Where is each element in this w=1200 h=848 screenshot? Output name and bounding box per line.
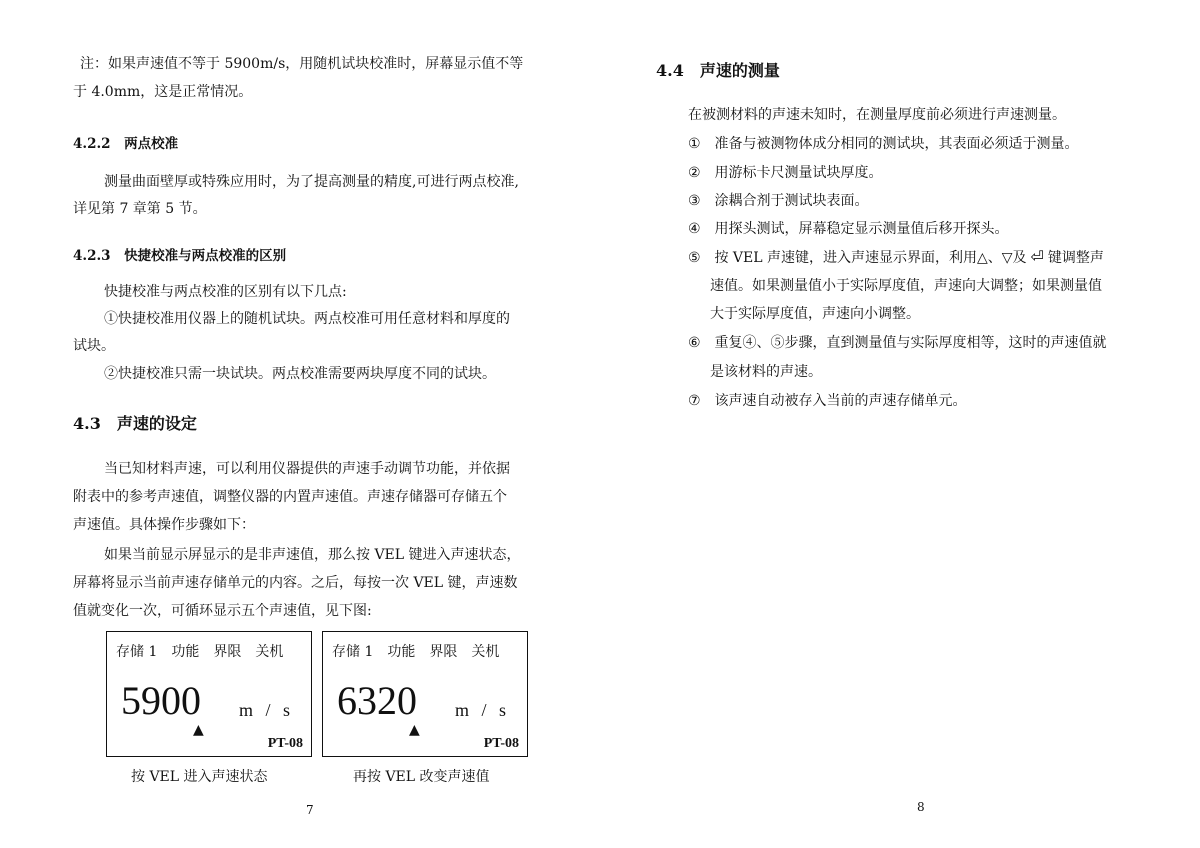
lcd-unit: m / s: [239, 700, 295, 720]
lcd-velocity-value: 6320: [337, 678, 417, 723]
section-4-2-2-para-1: 测量曲面壁厚或特殊应用时，为了提高测量的精度,可进行两点校准,: [104, 174, 519, 190]
section-4-4-intro: 在被测材料的声速未知时，在测量厚度前必须进行声速测量。: [688, 107, 1066, 123]
section-4-4-title: 4.4 声速的测量: [656, 61, 780, 80]
step-5-line-2: 速值。如果测量值小于实际厚度值，声速向大调整；如果测量值: [710, 278, 1102, 294]
section-4-3-para-1c: 声速值。具体操作步骤如下：: [73, 517, 255, 533]
lcd-menu: 存储 1 功能 界限 关机: [332, 644, 500, 660]
step-text: 键调整声: [1047, 250, 1104, 266]
step-number: ⑤: [688, 250, 701, 266]
step-6: [688, 333, 1106, 353]
step-2: [688, 163, 882, 183]
section-4-3-para-1b: 附表中的参考声速值，调整仪器的内置声速值。声速存储器可存储五个: [73, 489, 507, 505]
section-4-2-3-title: 4.2.3 快捷校准与两点校准的区别: [73, 248, 287, 264]
lcd-caption-1: 按 VEL 进入声速状态: [131, 769, 268, 785]
step-5: [688, 247, 1104, 268]
section-4-3-title: 4.3 声速的设定: [73, 414, 197, 433]
enter-key-icon: ⏎: [1030, 247, 1044, 266]
note-line-2: 于 4.0mm，这是正常情况。: [73, 84, 253, 100]
page-number: 7: [306, 803, 314, 817]
step-number: ③: [688, 193, 701, 209]
section-4-2-2-title: 4.2.2 两点校准: [73, 136, 179, 152]
step-text: 该声速自动被存入当前的声速存储单元。: [714, 393, 967, 409]
section-4-3-para-2c: 值就变化一次，可循环显示五个声速值，见下图:: [73, 603, 372, 619]
lcd-screen-1: [106, 631, 312, 757]
lcd-model: PT-08: [483, 736, 519, 751]
step-7: [688, 391, 966, 411]
lcd-menu: 存储 1 功能 界限 关机: [116, 644, 284, 660]
step-6-line-2: 是该材料的声速。: [710, 364, 822, 380]
step-5-line-3: 大于实际厚度值，声速向小调整。: [710, 306, 920, 322]
step-3: [688, 191, 868, 211]
step-number: ④: [688, 221, 701, 237]
section-4-3-para-1a: 当已知材料声速，可以利用仪器提供的声速手动调节功能，并依据: [104, 461, 510, 477]
section-4-2-2-para-2: 详见第 7 章第 5 节。: [73, 201, 207, 217]
lcd-caption-2: 再按 VEL 改变声速值: [353, 769, 490, 785]
lcd-velocity-value: 5900: [121, 678, 201, 723]
step-text: 用探头测试，屏幕稳定显示测量值后移开探头。: [714, 221, 1009, 237]
lcd-model: PT-08: [267, 736, 303, 751]
step-4: [688, 219, 1008, 239]
step-number: ①: [688, 136, 701, 152]
section-4-2-3-para-2b: 试块。: [73, 338, 115, 354]
section-4-2-3-para-1: 快捷校准与两点校准的区别有以下几点:: [104, 284, 347, 300]
step-number: ⑥: [688, 335, 701, 351]
lcd-marker-icon: ▲: [409, 722, 420, 738]
section-4-3-para-2b: 屏幕将显示当前声速存储单元的内容。之后，每按一次 VEL 键，声速数: [73, 575, 518, 591]
section-4-2-3-para-3: ②快捷校准只需一块试块。两点校准需要两块厚度不同的试块。: [104, 366, 496, 382]
step-text: 准备与被测物体成分相同的测试块，其表面必须适于测量。: [714, 136, 1079, 152]
section-4-3-para-2a: 如果当前显示屏显示的是非声速值，那么按 VEL 键进入声速状态，: [104, 547, 521, 563]
note-line-1: 注：如果声速值不等于 5900m/s，用随机试块校准时，屏幕显示值不等: [80, 56, 524, 72]
step-text: 按 VEL 声速键，进入声速显示界面，利用△、▽及: [714, 250, 1027, 266]
step-number: ⑦: [688, 393, 701, 409]
lcd-unit: m / s: [455, 700, 511, 720]
step-text: 涂耦合剂于测试块表面。: [714, 193, 869, 209]
right-page: [600, 0, 1200, 848]
lcd-screen-2: [322, 631, 528, 757]
step-text: 重复④、⑤步骤，直到测量值与实际厚度相等，这时的声速值就: [714, 335, 1107, 351]
section-4-2-3-para-2a: ①快捷校准用仪器上的随机试块。两点校准可用任意材料和厚度的: [104, 311, 510, 327]
step-number: ②: [688, 165, 701, 181]
page-number: 8: [917, 800, 925, 814]
step-1: [688, 134, 1078, 154]
step-text: 用游标卡尺测量试块厚度。: [714, 165, 883, 181]
lcd-marker-icon: ▲: [193, 722, 204, 738]
